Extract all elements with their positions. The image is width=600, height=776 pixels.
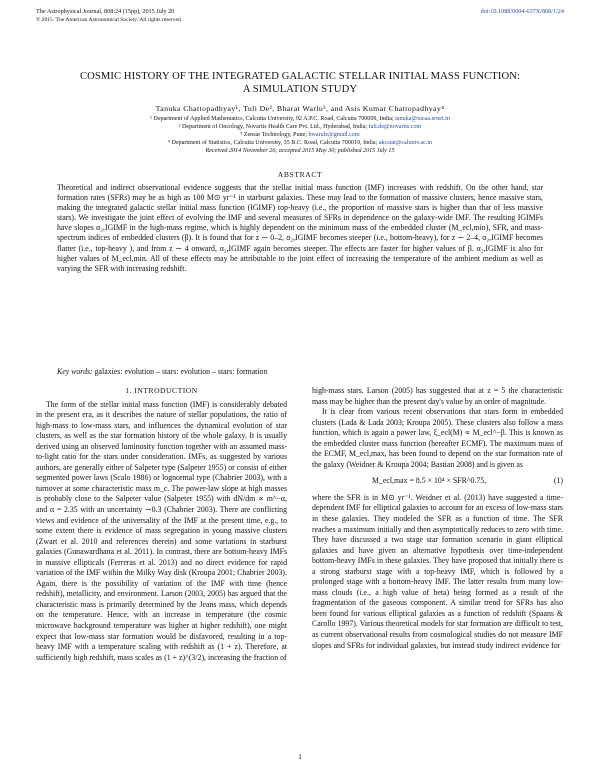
journal-citation: The Astrophysical Journal, 808:24 (15pp), 2015 July 20 <box>36 8 175 15</box>
left-column <box>36 386 287 663</box>
affiliation-1 <box>40 115 560 123</box>
doi-link[interactable]: doi:10.1088/0004-637X/808/1/24 <box>480 8 564 15</box>
keywords-label: Key words: <box>57 367 93 376</box>
affiliation-4-text: ⁴ Department of Statistics, Calcutta University, 35 B.C. Road, Calcutta 700019, India; <box>167 140 378 147</box>
abstract-body <box>57 183 543 274</box>
right-column <box>312 386 563 651</box>
abstract-heading: ABSTRACT <box>277 170 323 179</box>
affiliation-2 <box>40 123 560 131</box>
email-link-2[interactable]: tuli.de@novartis.com <box>368 124 422 131</box>
page-number: 1 <box>298 752 302 761</box>
running-header <box>36 8 564 30</box>
author-list: Tanuka Chattopadhyay¹, Tuli De², Bharat Warlu³, and Asis Kumar Chattopadhyay⁴ <box>155 104 445 113</box>
affiliation-4 <box>40 139 560 147</box>
intro-paragraph-continued: high-mass stars. Larson (2005) has suggested that at z = 5 the characteristic mass may be higher than the present day's value by an order of magnitude. <box>312 386 563 406</box>
section-heading: 1. INTRODUCTION <box>125 386 198 395</box>
title-line-2: A SIMULATION STUDY <box>242 84 358 95</box>
affiliation-3 <box>40 131 560 139</box>
keywords <box>57 367 543 376</box>
equation-number: (1) <box>553 476 563 486</box>
email-link-3[interactable]: bwarule@gmail.com <box>308 132 360 139</box>
email-link-1[interactable]: tanuka@iucaa.ernet.in <box>395 116 450 122</box>
affiliation-3-text: ³ Zensar Technology, Pune; <box>240 132 307 139</box>
intro-paragraph-2: It is clear from various recent observations that stars form in embedded clusters (Lada & Lada 2003; Kroupa 2005). These clusters also follow a mass function, which is again a power law, ξ_ecl(M) ∝ M_ecl^−β. This is known as the embedded cluster mass function (hereafter ECMF). The maximum mass of the ECMF, M_ecl,max, has been found to depend on the star formation rate of the galaxy (Weidner & Kroupa 2004; Bastian 2008) and is given as <box>312 407 563 469</box>
keywords-text: galaxies: evolution – stars: evolution – stars: formation <box>92 367 268 376</box>
email-link-4[interactable]: akcstat@caluniv.ac.in <box>378 140 433 147</box>
equation-body: M_ecl,max = 8.5 × 10⁴ × SFR^0.75, <box>372 476 487 486</box>
affiliations <box>40 115 560 155</box>
title-line-1: COSMIC HISTORY OF THE INTEGRATED GALACTIC STELLAR INITIAL MASS FUNCTION: <box>79 71 521 82</box>
equation-1 <box>312 476 563 487</box>
affiliation-2-text: ² Department of Oncology, Novartis Health Care Pvt. Ltd., Hyderabad, India; <box>178 124 368 131</box>
received-dates: Received 2014 November 26; accepted 2015 May 30; published 2015 July 15 <box>205 148 395 155</box>
affiliation-1-text: ¹ Department of Applied Mathematics, Calcutta University, 92 A.P.C. Road, Calcutta 700009, India; <box>150 116 394 122</box>
intro-paragraph-3: where the SFR is in M⊙ yr⁻¹. Weidner et al. (2013) have suggested a time-dependent IMF for elliptical galaxies to account for an excess of low-mass stars in these galaxies. They modeled the SFR as a function of time. The SFR reaches a maximum initially and then asymptotically reduces to zero with time. They have discussed a two stage star formation scenario in giant elliptical galaxies and have given an alternative hypothesis over time-independent bottom-heavy IMFs in these galaxies. They have proposed that initially there is a strong starburst stage with a top-heavy IMF, which is followed by a prolonged stage with a bottom-heavy IMF. The latter results from many low-mass clouds (i.e., a high value of beta) being formed as a result of the fragmentation of the gaseous component. A similar trend for SFRs has also been found for various elliptical galaxies as a function of redshift (Spaans & Carollo 1997). Various theoretical models for star formation are difficult to test, as current observational results from cosmological studies do not measure IMF slopes and SFRs for individual galaxies, but instead study indirect evidence for <box>312 492 563 650</box>
copyright-notice: © 2015. The American Astronomical Society. All rights reserved. <box>36 17 183 23</box>
abstract-text: Theoretical and indirect observational evidence suggests that the stellar initial mass function (IMF) increases with redshift. On the other hand, star formation rates (SFRs) may be as high as 100 M⊙ yr⁻¹ in starburst galaxies. These may lead to the formation of massive clusters, hence massive stars, making the integrated galactic stellar initial mass function (IGIMF) top-heavy (i.e., the proportion of massive stars is higher than that of less massive stars). We investigate the joint effect of evolving the IMF and several measures of SFRs in dependence on the galaxy-wide IMF. The resulting IGIMFs have slopes α₂,IGIMF in the high-mass regime, which is highly dependent on the minimum mass of the embedded cluster (M_ecl,min), SFR, and mass-spectrum indices of embedded clusters (β). It is found that for z ∼ 0–2, α₂,IGIMF becomes steeper (i.e., bottom-heavy), for z ∼ 2–4, α₂,IGIMF becomes flatter (i.e., top-heavy ), and from z ∼ 4 onward, α₂,IGIMF again becomes steeper. The effects are faster for higher values of β. α₂,IGIMF is also for higher values of M_ecl,min. All of these effects may be attributable to the joint effect of increasing the temperature of the ambient medium as well as varying the SFR with increasing redshift. <box>57 183 543 273</box>
paper-title <box>40 70 560 96</box>
intro-paragraph-1: The form of the stellar initial mass function (IMF) is considerably debated in the present era, as it describes the nature of stellar populations, the ratio of high-mass to low-mass stars, and influences the dynamical evolution of star clusters, as well as the star formation history of the whole galaxy. It is usually derived using an observed luminosity function together with an assumed mass-to-light ratio for the stars under consideration. IMFs, as suggested by various authors, are generally either of Salpeter type (Salpeter 1955) or consist of either segmented power laws (Scalo 1986) or lognormal type (Chabrier 2003), with a turnover at some characteristic mass m_c. The power-law slope at high masses is probably close to the Salpeter value (Salpeter 1955) with dN/dm ∝ m^−α, and α = 2.35 with an uncertainty ∼0.3 (Chabrier 2003). There are conflicting views and evidence of the universality of the IMF at the present time, e.g., to some extent there is evidence of mass segregation in young massive clusters (Zwart et al. 2010 and references therein) and some variations in starburst galaxies (Gunawardhana et al. 2011). In contrast, there are bottom-heavy IMFs in massive ellipticals (Ferreras et al. 2013) and no direct evidence for rapid variation of the IMF within the Milky Way disk (Kroupa 2001; Chabrier 2003). Again, there is the possibility of variation of the IMF with time (hence redshift), metallicity, and environment. Larson (2003, 2005) has argued that the characteristic mass is primarily determined by the Jeans mass, which depends on the temperature. Hence, with an increase in temperature (the cosmic microwave background temperature was higher at higher redshift), one might expect that low-mass star formation would be disfavored, resulting in a top-heavy IMF with a temperature scaling with redshift as (1 + z). Therefore, at sufficiently high redshift, mass scales as (1 + z)^(3/2), increasing the fraction of <box>36 399 287 662</box>
